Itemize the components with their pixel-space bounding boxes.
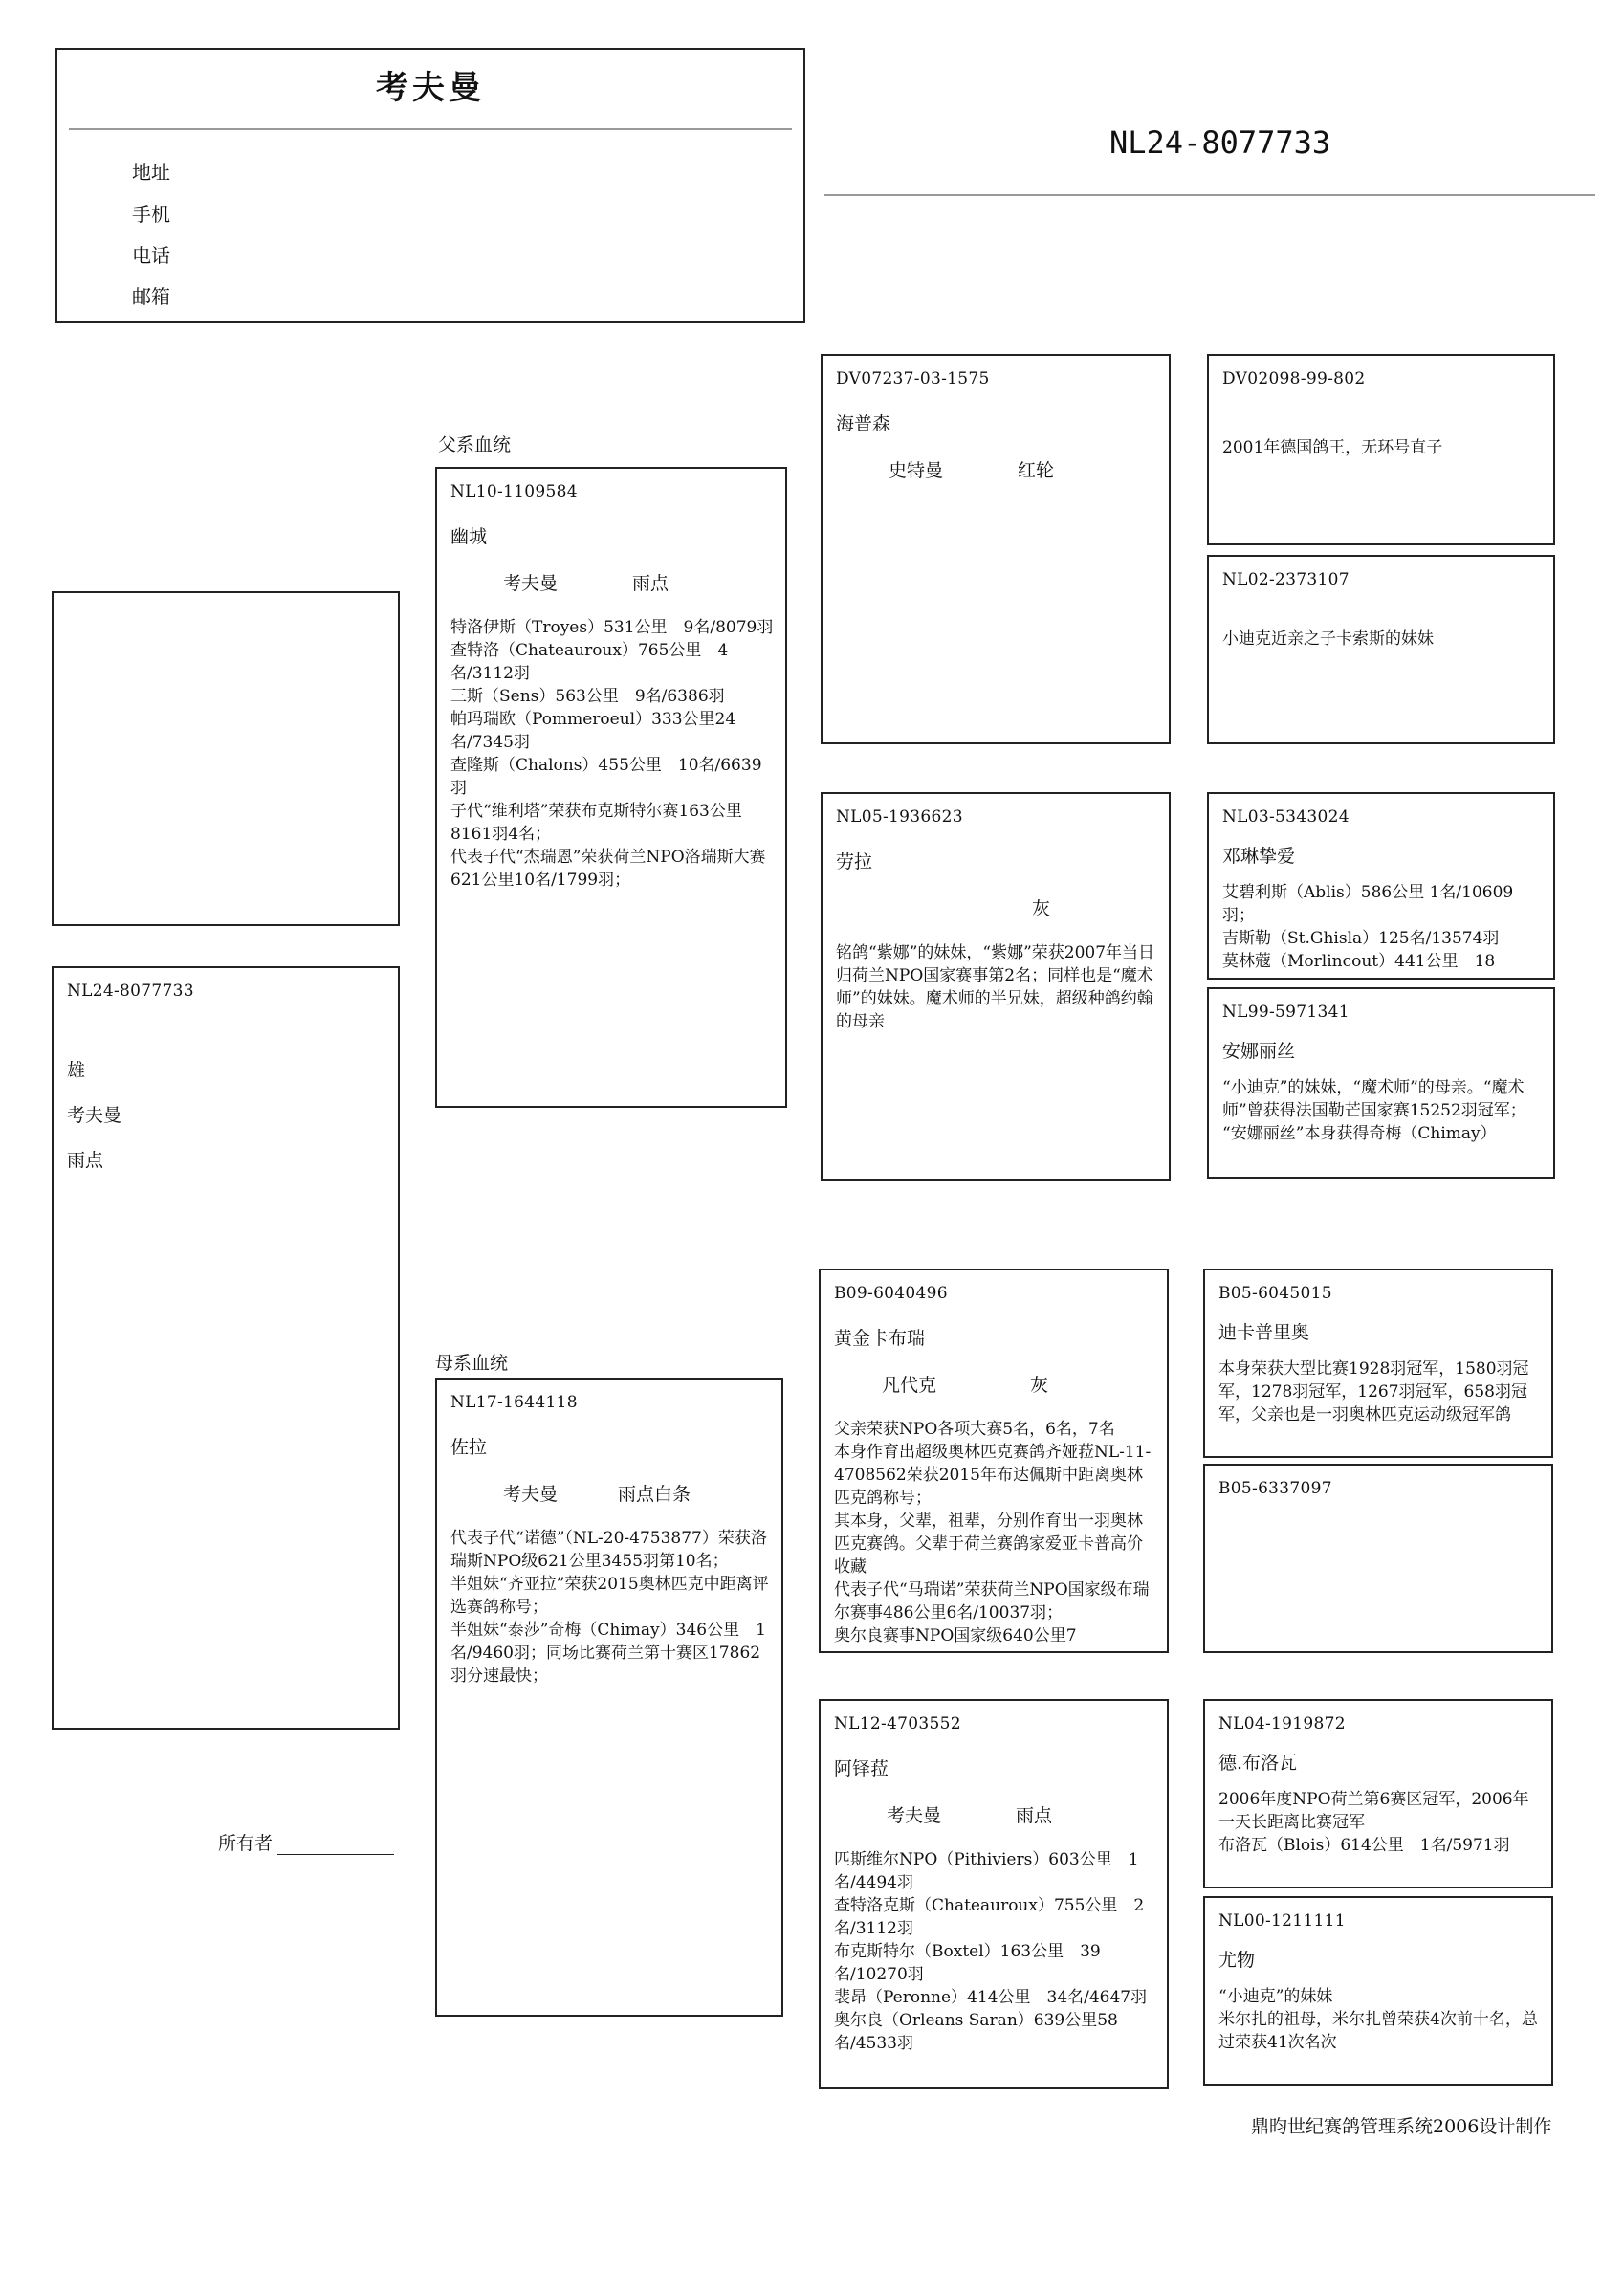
- dam-sire-name: 黄金卡布瑞: [834, 1328, 926, 1349]
- sdd-desc: “小迪克”的妹妹，“魔术师”的母亲。“魔术师”曾获得法国勒芒国家赛15252羽冠军； “安娜丽丝”本身获得奇梅（Chimay）: [1222, 1078, 1526, 1143]
- owner-card: [55, 48, 805, 323]
- dam-color: 雨点白条: [618, 1484, 691, 1505]
- dds-name: 德.布洛瓦: [1218, 1753, 1298, 1774]
- sire-dam-desc: 铭鸽“紫娜”的妹妹，“紫娜”荣获2007年当日归荷兰NPO国家赛事第2名；同样也是“魔术师”的妹妹。魔术师的半兄妹，超级种鸽约翰的母亲: [836, 943, 1155, 1031]
- dam-dam-breeder-color: [834, 1801, 1155, 1827]
- owner-name: 考夫曼: [376, 69, 485, 107]
- sdd-name: 安娜丽丝: [1222, 1041, 1296, 1062]
- ddd-name: 尤物: [1218, 1950, 1256, 1971]
- dsd-ring: B05-6337097: [1218, 1479, 1332, 1498]
- sire-breeder: 考夫曼: [503, 573, 559, 594]
- sire-sire-color: 红轮: [1018, 460, 1055, 481]
- dsd-card: [1203, 1464, 1553, 1653]
- dam-desc: 代表子代“诺德”（NL-20-4753877）荣获洛瑞斯NPO级621公里3455羽第10名； 半姐妹“齐亚拉”荣获2015奥林匹克中距离评选赛鸽称号； 半姐妹“泰莎”奇梅（Chimay）346公里 1名/9460羽；同场比赛荷兰第十赛区17862羽分速最快；: [450, 1529, 769, 1686]
- owner-field-email: 邮箱: [132, 285, 170, 308]
- sds-name: 邓琳挚爱: [1222, 846, 1296, 867]
- ssd-card: [1207, 555, 1555, 744]
- sss-card: [1207, 354, 1555, 545]
- sire-sire-breeder: 史特曼: [889, 460, 944, 481]
- subject-color: 雨点: [67, 1150, 104, 1171]
- sds-card: [1207, 792, 1555, 980]
- sss-ring: DV02098-99-802: [1222, 369, 1366, 388]
- subject-card: [52, 966, 400, 1730]
- sire-sire-breeder-color: [836, 456, 1157, 482]
- sire-card: [435, 467, 787, 1108]
- sire-name: 幽城: [450, 526, 488, 547]
- ssd-ring: NL02-2373107: [1222, 570, 1350, 589]
- sire-breeder-color: [450, 569, 774, 595]
- dam-line-label: 母系血统: [435, 1353, 509, 1374]
- dss-ring: B05-6045015: [1218, 1284, 1332, 1303]
- dam-card: [435, 1378, 783, 2017]
- ddd-desc: “小迪克”的妹妹 米尔扎的祖母，米尔扎曾荣获4次前十名，总过荣获41次名次: [1218, 1987, 1538, 2052]
- dam-name: 佐拉: [450, 1437, 488, 1458]
- ddd-ring: NL00-1211111: [1218, 1911, 1346, 1931]
- dam-ring: NL17-1644118: [450, 1393, 578, 1412]
- sire-dam-breeder: [889, 894, 1032, 920]
- dam-dam-name: 阿铎菈: [834, 1758, 889, 1779]
- sire-color: 雨点: [632, 573, 669, 594]
- owner-divider: [69, 128, 792, 130]
- sire-sire-ring: DV07237-03-1575: [836, 369, 990, 388]
- dam-dam-color: 雨点: [1016, 1805, 1053, 1826]
- ssd-desc: 小迪克近亲之子卡索斯的妹妹: [1222, 629, 1434, 649]
- sire-dam-breeder-color: [836, 894, 1157, 920]
- sire-ring: NL10-1109584: [450, 482, 578, 501]
- sds-desc: 艾碧利斯（Ablis）586公里 1名/10609羽； 吉斯勒（St.Ghisla）125名/13574羽 莫林蔻（Morlincout）441公里 18: [1222, 883, 1514, 971]
- sire-dam-ring: NL05-1936623: [836, 807, 963, 827]
- dss-card: [1203, 1269, 1553, 1458]
- dss-desc: 本身荣获大型比赛1928羽冠军，1580羽冠军，1278羽冠军，1267羽冠军，658羽冠军，父亲也是一羽奥林匹克运动级冠军鸽: [1218, 1359, 1529, 1424]
- dam-sire-breeder: 凡代克: [882, 1375, 937, 1396]
- owner-field-mobile: 手机: [132, 203, 170, 226]
- dss-name: 迪卡普里奥: [1218, 1322, 1310, 1343]
- header-ring-number: NL24-8077733: [1109, 124, 1331, 161]
- sire-dam-card: [821, 792, 1171, 1181]
- sds-ring: NL03-5343024: [1222, 807, 1350, 827]
- owner-field-phone: 电话: [132, 244, 170, 267]
- dds-desc: 2006年度NPO荷兰第6赛区冠军，2006年一天长距离比赛冠军 布洛瓦（Blois）614公里 1名/5971羽: [1218, 1790, 1529, 1855]
- ddd-card: [1203, 1896, 1553, 2086]
- sire-line-label: 父系血统: [438, 434, 512, 455]
- owner-field-address: 地址: [132, 161, 170, 184]
- dam-dam-ring: NL12-4703552: [834, 1714, 961, 1733]
- sire-sire-name: 海普森: [836, 413, 891, 434]
- dam-sire-breeder-color: [834, 1371, 1155, 1397]
- subject-sex: 雄: [67, 1060, 86, 1081]
- dam-sire-ring: B09-6040496: [834, 1284, 948, 1303]
- dam-sire-color: 灰: [1030, 1375, 1049, 1396]
- header-ring-underline: [824, 194, 1595, 196]
- footer-credit: 鼎昀世纪赛鸽管理系统2006设计制作: [1251, 2116, 1552, 2137]
- dam-breeder: 考夫曼: [503, 1484, 559, 1505]
- photo-placeholder: [52, 591, 400, 926]
- dam-sire-desc: 父亲荣获NPO各项大赛5名，6名，7名 本身作育出超级奥林匹克赛鸽齐娅菈NL-11-4708562荣获2015年布达佩斯中距离奥林匹克鸽称号； 其本身，父辈，祖辈，分别作育出一羽奥林匹克赛鸽。父辈于荷兰赛鸽家爱亚卡普高价收藏 代表子代“马瑞诺”荣获荷兰NPO国家级布瑞尔赛事486公里6名/10037羽； 奥尔良赛事NPO国家级640公里7: [834, 1420, 1152, 1645]
- subject-breeder: 考夫曼: [67, 1105, 122, 1126]
- sire-dam-color: 灰: [1032, 898, 1051, 919]
- sdd-ring: NL99-5971341: [1222, 1003, 1350, 1022]
- sire-desc: 特洛伊斯（Troyes）531公里 9名/8079羽 查特洛（Chateauroux）765公里 4名/3112羽 三斯（Sens）563公里 9名/6386羽 帕玛瑞欧（Pommeroeul）333公里24名/7345羽 查隆斯（Chalons）455公里 10名/6639羽 子代“维利塔”荣获布克斯特尔赛163公里8161羽4名； 代表子代“杰瑞恩”荣获荷兰NPO洛瑞斯大赛621公里10名/1799羽；: [450, 618, 774, 890]
- dam-sire-card: [819, 1269, 1169, 1653]
- sire-dam-name: 劳拉: [836, 851, 873, 872]
- dds-card: [1203, 1699, 1553, 1888]
- dam-dam-desc: 匹斯维尔NPO（Pithiviers）603公里 1名/4494羽 查特洛克斯（Chateauroux）755公里 2名/3112羽 布克斯特尔（Boxtel）163公里 39名/10270羽 裴昂（Peronne）414公里 34名/4647羽 奥尔良（Orleans Saran）639公里58名/4533羽: [834, 1850, 1148, 2053]
- dam-breeder-color: [450, 1480, 770, 1506]
- owner-signature-line: [277, 1854, 394, 1855]
- sdd-card: [1207, 987, 1555, 1179]
- sss-desc: 2001年德国鸽王，无环号直子: [1222, 438, 1443, 457]
- dam-dam-card: [819, 1699, 1169, 2089]
- sire-sire-card: [821, 354, 1171, 744]
- dam-dam-breeder: 考夫曼: [887, 1805, 942, 1826]
- owner-label: 所有者: [218, 1833, 274, 1854]
- subject-ring: NL24-8077733: [67, 982, 194, 1001]
- dds-ring: NL04-1919872: [1218, 1714, 1346, 1733]
